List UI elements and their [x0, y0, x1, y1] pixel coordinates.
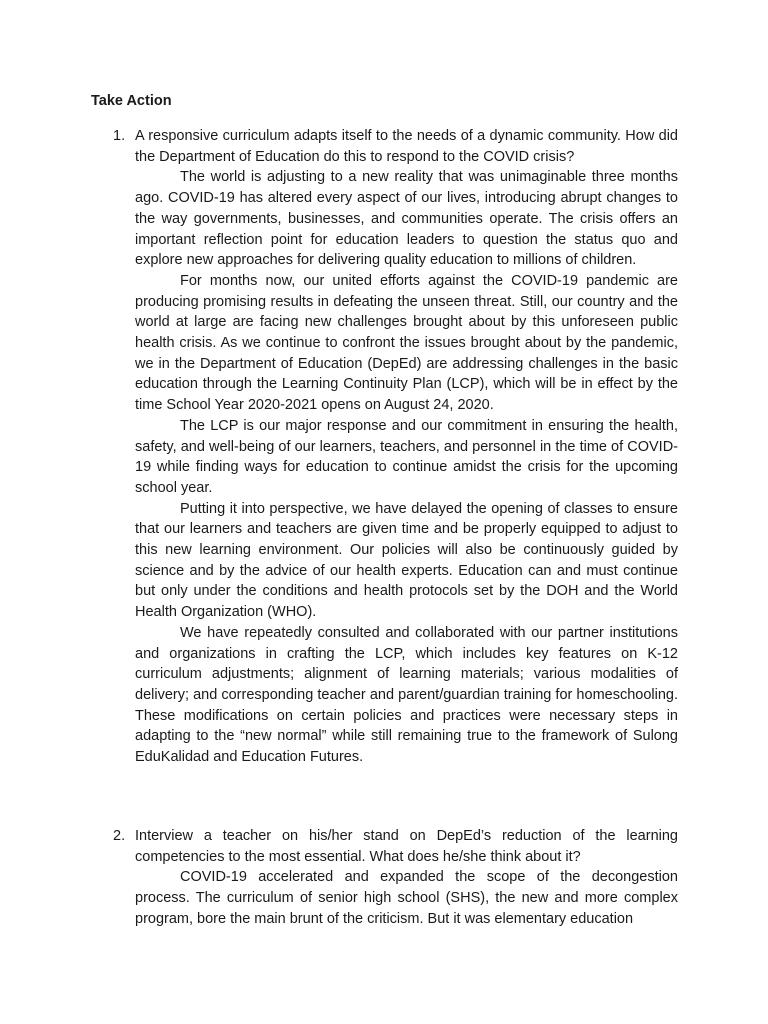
answer-paragraph: The LCP is our major response and our commitment in ensuring the health, safety, and well-being of our learners, teachers, and personnel in the time of COVID-19 while finding ways for education to continue amidst the crisis for the upcoming school year.: [135, 417, 678, 496]
item-body: [135, 126, 678, 768]
answer-paragraph: The world is adjusting to a new reality that was unimaginable three months ago. COVID-19 has altered every aspect of our lives, introducing abrupt changes to the way governments, businesses, and communities operate. The crisis offers an important reflection point for education leaders to question the status quo and explore new approaches for delivering quality education to millions of children.: [135, 169, 678, 269]
item-question: A responsive curriculum adapts itself to the needs of a dynamic community. How did the Department of Education do this to respond to the COVID crisis?: [135, 128, 678, 165]
item-body: [135, 826, 678, 930]
item-number: 2.: [113, 828, 126, 844]
item-question: Interview a teacher on his/her stand on DepEd’s reduction of the learning competencies to the most essential. What does he/she think about it?: [135, 828, 678, 865]
answer-paragraph: Putting it into perspective, we have delayed the opening of classes to ensure that our learners and teachers are given time and be properly equipped to adjust to this new learning environment. Our policies will also be continuously guided by science and by the advice of our health experts. Education can and must continue but only under the conditions and health protocols set by the DOH and the World Health Organization (WHO).: [135, 500, 678, 621]
list-item-1: [113, 126, 678, 768]
item-number: 1.: [113, 128, 126, 144]
list-item-2: [113, 826, 678, 930]
answer-paragraph: For months now, our united efforts against the COVID-19 pandemic are producing promising results in defeating the unseen threat. Still, our country and the world at large are facing new challenges brought about by this unforeseen public health crisis. As we continue to confront the issues brought about by the pandemic, we in the Department of Education (DepEd) are addressing challenges in the basic education through the Learning Continuity Plan (LCP), which will be in effect by the time School Year 2020-2021 opens on August 24, 2020.: [135, 272, 678, 414]
section-heading: Take Action: [91, 93, 172, 109]
answer-paragraph: We have repeatedly consulted and collaborated with our partner institutions and organizations in crafting the LCP, which includes key features on K-12 curriculum adjustments; alignment of learning materials; various modalities of delivery; and corresponding teacher and parent/guardian training for homeschooling. These modifications on certain policies and practices were necessary steps in adapting to the “new normal” while still remaining true to the framework of Sulong EduKalidad and Education Futures.: [135, 624, 678, 766]
answer-paragraph: COVID-19 accelerated and expanded the scope of the decongestion process. The curriculum of senior high school (SHS), the new and more complex program, bore the main brunt of the criticism. But it was elementary education: [135, 869, 678, 927]
